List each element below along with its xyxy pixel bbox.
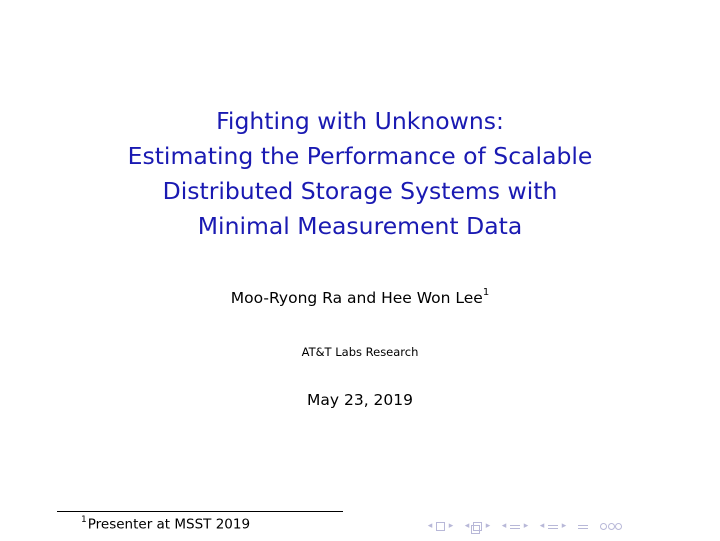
search-icon[interactable] <box>600 522 622 531</box>
arrow-right-icon[interactable]: ▸ <box>561 521 567 531</box>
search-circle-icon[interactable] <box>600 523 607 530</box>
arrow-right-icon[interactable]: ▸ <box>485 521 491 531</box>
author-footnote-mark: 1 <box>482 287 490 298</box>
date: May 23, 2019 <box>307 391 413 409</box>
section-nav[interactable] <box>500 519 530 533</box>
footnote <box>81 516 250 533</box>
navigation-bar <box>426 519 632 533</box>
arrow-left-icon[interactable]: ◂ <box>464 521 470 531</box>
institute: AT&T Labs Research <box>301 345 419 359</box>
arrow-left-icon[interactable]: ◂ <box>539 521 545 531</box>
footnote-rule <box>57 511 343 512</box>
title-line-3: Distributed Storage Systems with <box>162 177 558 205</box>
section-icon[interactable] <box>510 522 520 531</box>
footnote-mark: 1 <box>81 515 87 525</box>
presentation-icon[interactable] <box>548 522 558 531</box>
slide-title <box>0 104 720 244</box>
appendix-nav[interactable] <box>576 522 590 531</box>
arrow-right-icon[interactable]: ▸ <box>448 521 454 531</box>
presentation-nav[interactable] <box>538 519 568 533</box>
author-names: Moo-Ryong Ra and Hee Won Lee <box>230 289 483 308</box>
frame-icon[interactable] <box>436 522 445 531</box>
title-line-4: Minimal Measurement Data <box>197 212 523 240</box>
subsection-nav[interactable] <box>463 519 492 533</box>
appendix-icon[interactable] <box>578 522 588 531</box>
subsection-icon[interactable] <box>473 522 482 531</box>
search-circle-icon[interactable] <box>608 523 615 530</box>
arrow-right-icon[interactable]: ▸ <box>523 521 529 531</box>
title-line-2: Estimating the Performance of Scalable <box>127 142 593 170</box>
title-line-1: Fighting with Unknowns: <box>216 107 504 135</box>
frame-nav[interactable] <box>426 519 455 533</box>
arrow-left-icon[interactable]: ◂ <box>501 521 507 531</box>
arrow-left-icon[interactable]: ◂ <box>427 521 433 531</box>
search-circle-icon[interactable] <box>615 523 622 530</box>
search-nav[interactable] <box>598 522 624 531</box>
footnote-text: Presenter at MSST 2019 <box>87 516 251 533</box>
author-line <box>0 289 720 307</box>
